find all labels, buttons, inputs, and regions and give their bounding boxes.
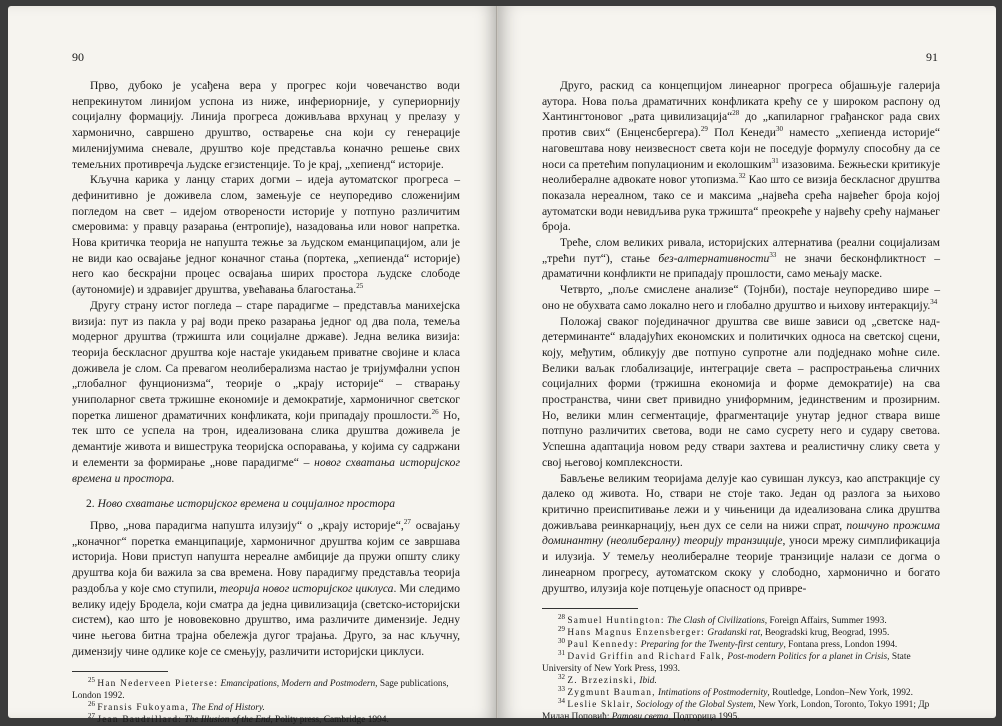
page-number: 91: [926, 50, 938, 64]
left-page: [8, 6, 498, 726]
footnote: $^{33}$ Zygmunt Bauman, Intimations of Postmodernity, Routledge, London–New York, 1992.: [558, 685, 913, 699]
paragraph: Кључна карика у ланцу старих догми – идеја аутоматског прогреса – дефинитивно је доживела слом, замењује се неупоредиво сложенијим погледом на свет – идејом отворености историје у потпуно различитим смеровима: у правцу разарања (ентропије), назадовања или новог напретка. Нова критичка теорија не напушта тежње за људском еманципацијом, али је не види као освајање једног коначног стања (портека, „хепиенда“ историје) него као бескрајни процес освајања ширих простора људске слободе (аутономије) и здравијег друштва, увећавања благостања.$^{25}$: [72, 173, 460, 297]
footnote: $^{32}$ Z. Brzezinski, Ibid.: [558, 673, 657, 687]
paragraph: Положај сваког појединачног друштва све више зависи од „светске над-детерминанте“ владајућих економских и политичких односа на светској сцени, коју, међутим, обликују две потпуно супротне али подједнако моћне силе. Велики ваљак глобализације, интеграције света – распрострањења сличних социјалних форми (тржишна економија и форме демократије) на сва пространства, чини свет привидно униформним, јединственим и прозирним. Но, велики млин сегментације, фрагментације унутар једног стварa више потпуно различитих светова, води не само сусрету него и судару светова. Успешна адаптација новом реду ствари захтева и реалистичну слику света у свој његовој комплексности.: [542, 314, 940, 469]
paragraph: Прво, дубоко је усађена вера у прогрес који човечанство води непрекинутом линијом успона из ниже, инфериорније, у супериорнију социјалну формацију. Линија прогреса доживљава врхунац у прелазу у хармонично, савршено друштво, остварење сна који су генерације миленијумима сневале, друштво које представља коначно решење свих темељних противречја људске егзистенције. То је крај, „хепиенд“ историје.: [72, 79, 460, 171]
footnote-ref: 27: [403, 518, 411, 527]
paragraph: Другу страну истог погледа – старе парадигме – представља манихејска визија: пут из пакла у рај води преко разарања једног од два пола, темеља модерног друштва (тржишта или социјалне државе). Једна велика визија: теорија бескласног друштва које настаје укидањем приватне својине и класа доживела је слом. Са превагом неолиберализма настао је тријумфални успон „глобалног фунционизма“, теорије о „крају историје“ – стварању униполарног света тржишне економије и демократије, хармоничног светског поретка лишеног драматичних конфликата, који припадају прошлости.$^{26}$ Но, тек што се успела на трон, идеализована слика друштва доживела је демантије живота и вишеструка теоријска оспоравања, у којима су садржани и елементи за формирање „нове парадигме“ – новог схватања историјског времена и простора.: [72, 298, 461, 485]
footnote: $^{34}$ Leslie Sklair, Sociology of the Global System, New York, London, Toronto, Tokyo 1991; Др Милан Поповић: Ратови света, Подгорица 1995.: [542, 697, 930, 723]
paragraph: Треће, слом великих ривала, историјских алтернатива (реални социјализам „трећи пут“), стање без-алтернативности$^{33}$ не значи бесконфликтност – драматични конфликти не припадају прошлости, само мењају маске.: [542, 236, 940, 281]
footnote: $^{26}$ Fransis Fukoyama, The End of History.: [88, 700, 265, 714]
page-number: 90: [72, 50, 84, 64]
footnote: $^{27}$ Jean Baudrillard: The Illusion of the End, Polity press, Cambridge 1994.: [88, 712, 389, 726]
footnote-divider: [72, 671, 168, 672]
footnote: $^{30}$ Paul Kennedy: Preparing for the Twenty-first century, Fontana press, London 1994.: [558, 637, 898, 651]
paragraph: Друго, раскид са концепцијом линеарног прогреса објашњује галерија аутора. Нова поља драматичних конфликата крећу се у широком распону од Хантингтоновог „рата цивилизација“$^{28}$ до „капиларног грађанског рада свих против свих“ (Енценсбергера).$^{29}$ Пол Кенеди$^{30}$ наместо „хепиенда историје“ наговештава нову неизвесност света који не поседује формулу способну да се носи са претећим популационим и еколошким$^{31}$ изазовима. Бежњески критикује неолибералне адвокате новог утопизма.$^{32}$ Као што се визија бескласног друштва показала нереалном, тако се и максима „највећа срећа највећег броја којој аутоматски води невидљива рука тржишта“ преокреће у највећу срећу најмањег броја.: [542, 79, 940, 234]
right-page-body: [542, 78, 940, 723]
paragraph: Четврто, „поље смислене анализе“ (Тојнби), постаје неупоредиво шире – оно не обухвата само локално него и глобално друштво и њихову интеракцију.$^{34}$: [542, 283, 940, 312]
footnote: $^{29}$ Hans Magnus Enzensberger: Gradanski rat, Beogradski krug, Beograd, 1995.: [558, 625, 890, 639]
footnote-ref: 26: [431, 407, 439, 416]
footnote-ref: 25: [356, 282, 364, 291]
paragraph: Прво, „нова парадигма напушта илузију“ о „крају историје“,$^{27}$ освајању „коначног“ поретка еманципације, хармоничног друштва којим се завршава историја. Нови приступ напушта нереалне амбиције да пружи општу слику друштва која би важила за сва времена. Нову парадигму представља теорија раздобља у које смо ступили, теорија новог историјског циклуса. Ми следимо велику идеју Бродела, који сматра да једна цивилизација (светско-историјски систем), као што је нововековно друштво, има различите димензије. Једну чине његова битна трајна обележја дугог трајања. Друго, за нас кључну, димензију чине одлике које се смењују, различити историјски циклуси.: [72, 518, 460, 658]
left-page-body: [72, 78, 460, 726]
footnote-divider: [542, 608, 638, 609]
footnote: $^{28}$ Samuel Huntington: The Clash of Civilizations, Foreign Affairs, Summer 1993.: [558, 613, 887, 627]
section-heading: 2. Ново схватање историјског времена и социјалног простора: [86, 497, 396, 511]
footnote: $^{25}$ Han Nederveen Pieterse: Emancipations, Modern and Postmodern, Sage publications, London 1992.: [72, 676, 449, 702]
right-page: [498, 6, 996, 723]
footnote: $^{31}$ David Griffin and Richard Falk, Post-modern Politics for a planet in Crisis, State University of New York Press, 1993.: [542, 649, 911, 675]
paragraph: Бављење великим теоријама делује као сувишан луксуз, као апстракције су далеко од живота. Но, ствари не стоје тако. Један од разлога за њихово критично преиспитивање лежи и у чињеници да идеализована слика друштва доживљава реинкарнацију, њен дух се сели на нижи спрат, пошчуно прожима доминантну (неолибералну) теорију транзиције, уноси мрежу симплификација и илузија. У темељу неолибералне теорије транзиције налази се догма о линеарном прогресу, аутоматском скоку у слободно, хармонично и богато друштво, илузија које потцењује опасност од привре-: [542, 471, 940, 595]
